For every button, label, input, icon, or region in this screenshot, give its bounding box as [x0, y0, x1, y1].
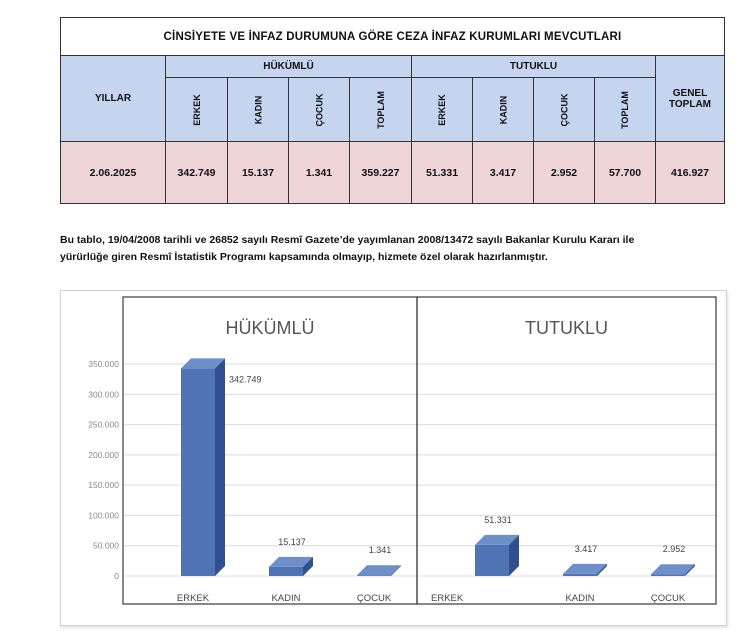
tutuklu-header: TUTUKLU [412, 56, 656, 78]
bar-top [357, 565, 401, 575]
yillar-header: YILLAR [61, 56, 166, 142]
y-tick-label: 50.000 [93, 540, 119, 551]
bar-value-label: 2.952 [662, 544, 686, 555]
y-tick-label: 200.000 [88, 449, 119, 460]
bar-chart [61, 291, 726, 625]
chart-frame [60, 290, 727, 626]
bar-front [563, 574, 597, 576]
hukumlu-cocuk-header: ÇOCUK [289, 78, 350, 142]
y-tick-label: 300.000 [88, 389, 119, 400]
panel-title-1: TUTUKLU [524, 318, 609, 338]
hukumlu-cocuk-value: 1.341 [289, 142, 350, 204]
tutuklu-toplam-value: 57.700 [595, 142, 656, 204]
hukumlu-erkek-value: 342.749 [166, 142, 228, 204]
hukumlu-toplam-value: 359.227 [350, 142, 412, 204]
x-category-label: ÇOCUK [650, 593, 686, 604]
footnote [60, 232, 730, 266]
panel-frame-1 [417, 297, 716, 604]
tutuklu-toplam-header: TOPLAM [595, 78, 656, 142]
genel-toplam-header: GENEL TOPLAM [656, 56, 725, 142]
bar-front [651, 574, 685, 576]
bar-value-label: 3.417 [574, 543, 598, 554]
hukumlu-erkek-header: ERKEK [166, 78, 228, 142]
bar-top [651, 564, 695, 574]
y-tick-label: 150.000 [88, 480, 119, 491]
bar-value-label: 1.341 [368, 545, 392, 556]
tutuklu-cocuk-value: 2.952 [534, 142, 595, 204]
y-tick-label: 250.000 [88, 419, 119, 430]
bar-value-label: 342.749 [229, 374, 262, 385]
tutuklu-erkek-value: 51.331 [412, 142, 473, 204]
hukumlu-kadin-value: 15.137 [228, 142, 289, 204]
y-tick-label: 100.000 [88, 510, 119, 521]
x-category-label: KADIN [271, 593, 301, 604]
mevcut-table [60, 17, 724, 204]
tutuklu-cocuk-header: ÇOCUK [534, 78, 595, 142]
bar-value-label: 15.137 [278, 536, 306, 547]
row-date: 2.06.2025 [61, 142, 166, 204]
genel-toplam-value: 416.927 [656, 142, 725, 204]
bar-front [269, 567, 303, 576]
x-category-label: ÇOCUK [356, 593, 392, 604]
y-tick-label: 0 [114, 571, 119, 581]
bar-front [357, 575, 391, 576]
hukumlu-toplam-header: TOPLAM [350, 78, 412, 142]
hukumlu-kadin-header: KADIN [228, 78, 289, 142]
x-category-label: KADIN [565, 593, 595, 604]
panel-title-0: HÜKÜMLÜ [225, 318, 315, 338]
table-title: CİNSİYETE VE İNFAZ DURUMUNA GÖRE CEZA İNFAZ KURUMLARI MEVCUTLARI [61, 18, 725, 56]
hukumlu-header: HÜKÜMLÜ [166, 56, 412, 78]
panel-frame-0 [123, 297, 417, 604]
footnote-line-2: yürürlüğe giren Resmî İstatistik Programı kapsamında olmayıp, hizmete özel olarak hazırlanmıştır. [60, 251, 548, 263]
bar-front [181, 368, 215, 576]
x-category-label: ERKEK [431, 593, 464, 604]
bar-side [215, 358, 225, 576]
table-row [61, 142, 725, 204]
tutuklu-kadin-header: KADIN [473, 78, 534, 142]
tutuklu-kadin-value: 3.417 [473, 142, 534, 204]
tutuklu-erkek-header: ERKEK [412, 78, 473, 142]
bar-value-label: 51.331 [484, 514, 512, 525]
bar-front [475, 545, 509, 576]
y-tick-label: 350.000 [88, 359, 119, 369]
footnote-line-1: Bu tablo, 19/04/2008 tarihli ve 26852 sayılı Resmî Gazete’de yayımlanan 2008/13472 sayılı Bakanlar Kurulu Kararı ile [60, 234, 635, 246]
x-category-label: ERKEK [176, 593, 210, 604]
